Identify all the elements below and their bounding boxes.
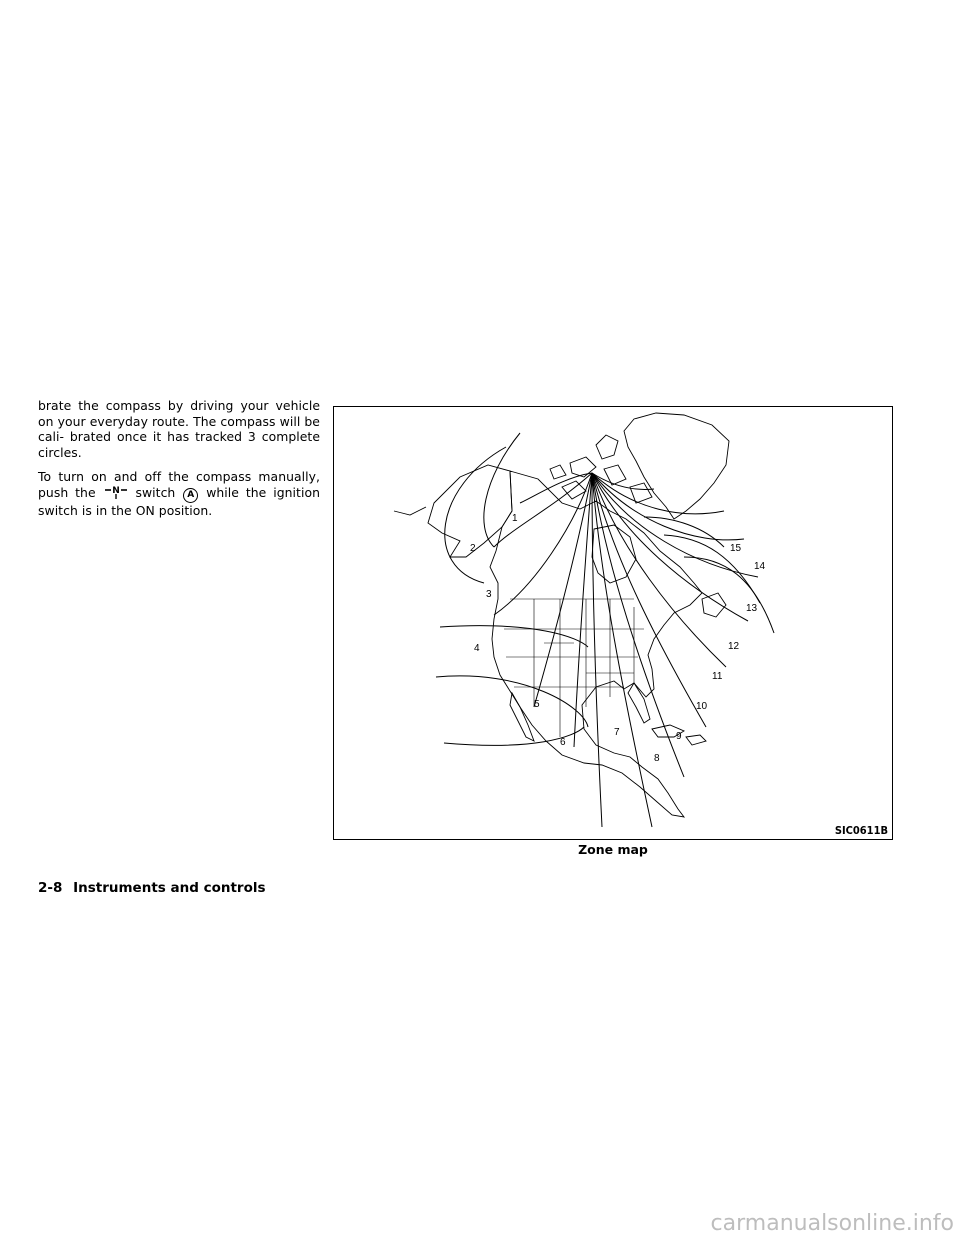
circle-a-marker: A [183, 488, 198, 503]
state-borders [504, 599, 644, 737]
newfoundland-outline [702, 593, 726, 617]
paragraph-calibration: brate the compass by driving your vehicle on your everyday route. The compass will be cali- brated once it has tracked 3 complete circles. [38, 398, 320, 460]
zone-label-2: 2 [470, 543, 476, 554]
zone-label-1: 1 [512, 513, 518, 524]
zone-label-5: 5 [534, 699, 540, 710]
zone-label-7: 7 [614, 727, 620, 738]
watermark: carmanualsonline.info [710, 1211, 954, 1236]
page-footer [38, 880, 266, 896]
zone-label-10: 10 [696, 701, 708, 712]
zone-labels [470, 513, 766, 764]
zone-label-14: 14 [754, 561, 766, 572]
zone-label-4: 4 [474, 643, 480, 654]
zone-map-figure [333, 406, 893, 840]
section-title: Instruments and controls [73, 880, 266, 896]
zone-label-8: 8 [654, 753, 660, 764]
arctic-islands [550, 435, 652, 503]
paragraph-part-2: switch [135, 484, 176, 500]
zone-label-11: 11 [712, 671, 723, 682]
zone-label-15: 15 [730, 543, 742, 554]
zone-boundary-lines [436, 433, 774, 827]
zone-label-9: 9 [676, 731, 682, 742]
paragraph-part-3: while the ignition switch is in the ON position. [38, 484, 320, 518]
zone-label-3: 3 [486, 589, 492, 600]
zone-label-12: 12 [728, 641, 740, 652]
zone-label-6: 6 [560, 737, 566, 748]
compass-n-icon [103, 485, 129, 499]
page-number: 2-8 [38, 880, 63, 896]
zone-label-13: 13 [746, 603, 758, 614]
body-text [38, 398, 320, 528]
aleutian-chain [394, 507, 426, 515]
north-america-outline [490, 471, 702, 817]
paragraph-part-1: To turn on and off the compass manually, push the [38, 469, 320, 500]
baja-outline [510, 693, 534, 741]
svg-text:N: N [111, 485, 120, 496]
figure-caption: Zone map [578, 842, 648, 857]
zone-map-drawing [334, 407, 893, 840]
paragraph-manual-toggle [38, 469, 320, 518]
figure-code: SIC0611B [834, 824, 888, 837]
